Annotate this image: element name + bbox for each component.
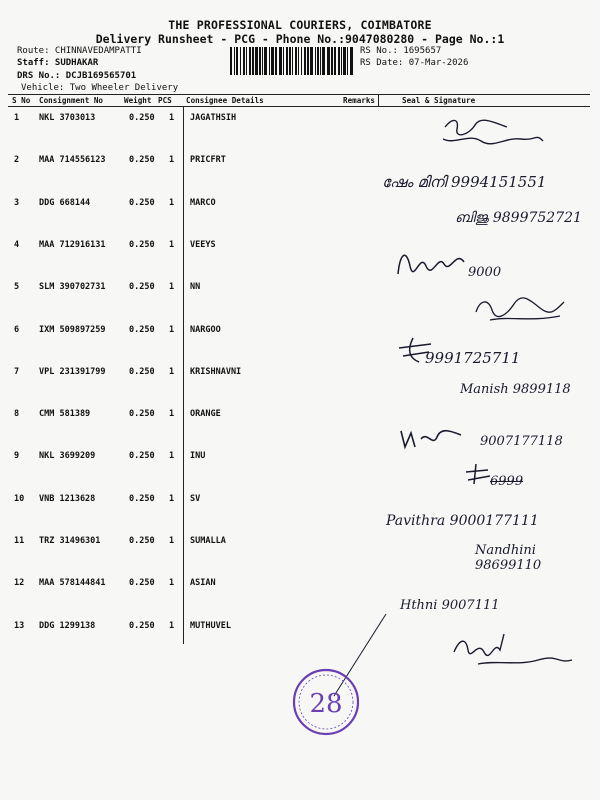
row-consignee: ASIAN [190, 578, 216, 589]
signature-4-image [392, 244, 472, 280]
signature-9-phone: 6999 [490, 474, 524, 489]
row-consignment-no: MAA 712916131 [39, 239, 106, 250]
signature-12-phone: 9007111 [441, 598, 500, 613]
row-consignment-no: MAA 578144841 [39, 578, 106, 589]
row-consignee: MUTHUVEL [190, 620, 231, 631]
col-header-seal-signature: Seal & Signature [402, 96, 476, 105]
table-top-border [8, 94, 590, 95]
barcode-image [229, 47, 355, 75]
row-sno: 10 [14, 493, 25, 504]
signature-7-image: Manish 9899118 [460, 382, 571, 397]
row-consignee: ORANGE [190, 409, 221, 420]
row-sno: 12 [14, 578, 25, 589]
col-header-remarks: Remarks [343, 96, 376, 105]
row-sno: 6 [14, 324, 20, 335]
row-weight: 0.250 [129, 493, 155, 504]
col-header-sno: S No [12, 96, 31, 105]
row-consignment-no: VNB 1213628 [39, 493, 96, 504]
row-consignment-no: IXM 509897259 [39, 324, 106, 335]
row-weight: 0.250 [129, 155, 155, 166]
row-weight: 0.250 [129, 451, 155, 462]
signature-10-phone: 9000177111 [449, 513, 539, 529]
staff-label: Staff: SUDHAKAR [17, 58, 99, 68]
row-sno: 5 [14, 282, 20, 293]
remarks-column-divider [378, 94, 379, 106]
row-sno: 11 [14, 536, 25, 546]
row-weight: 0.250 [129, 282, 155, 293]
row-consignment-no: TRZ 31496301 [39, 536, 101, 546]
row-consignee: NN [190, 282, 201, 293]
row-consignment-no: NKL 3703013 [39, 113, 96, 123]
stamp-number: 28 [309, 689, 343, 719]
signature-10-image: Pavithra 9000177111 [386, 513, 539, 529]
row-pcs: 1 [169, 324, 175, 335]
signature-11-image: Nandhini 98699110 [475, 543, 542, 573]
signature-8-image [397, 425, 467, 453]
row-pcs: 1 [169, 620, 175, 631]
row-consignment-no: DDG 668144 [39, 197, 91, 208]
row-consignee: VEEYS [190, 239, 216, 250]
row-pcs: 1 [169, 493, 175, 504]
drs-number: DRS No.: DCJB169565701 [17, 71, 137, 81]
row-pcs: 1 [169, 155, 175, 166]
row-sno: 8 [14, 409, 20, 420]
row-weight: 0.250 [129, 197, 155, 208]
company-title: THE PROFESSIONAL COURIERS, COIMBATORE [168, 18, 432, 32]
row-sno: 1 [14, 113, 20, 123]
signature-9-image [462, 462, 492, 486]
row-consignee: PRICFRT [190, 155, 226, 166]
row-weight: 0.250 [129, 409, 155, 420]
vehicle-label: Vehicle: Two Wheeler Delivery [21, 83, 179, 93]
row-consignee: INU [190, 451, 206, 462]
row-sno: 9 [14, 451, 20, 462]
signature-2-phone: 9994151551 [450, 173, 547, 191]
row-consignee: JAGATHSIH [190, 113, 237, 123]
row-sno: 4 [14, 239, 20, 250]
row-weight: 0.250 [129, 620, 155, 631]
row-consignee: MARCO [190, 197, 216, 208]
row-consignment-no: VPL 231391799 [39, 366, 106, 377]
row-pcs: 1 [169, 239, 175, 250]
table-row [0, 240, 600, 282]
row-weight: 0.250 [129, 578, 155, 589]
row-pcs: 1 [169, 409, 175, 420]
signature-1-image [435, 115, 555, 151]
signature-6-phone: 9991725711 [425, 349, 521, 367]
row-pcs: 1 [169, 451, 175, 462]
row-sno: 3 [14, 197, 20, 208]
row-consignment-no: SLM 390702731 [39, 282, 106, 293]
row-consignee: KRISHNAVNI [190, 366, 242, 377]
col-header-consignee: Consignee Details [186, 96, 264, 105]
row-weight: 0.250 [129, 324, 155, 335]
row-pcs: 1 [169, 282, 175, 293]
signature-2-image: ഷേം മിനി 9994151551 [382, 173, 547, 191]
row-pcs: 1 [169, 197, 175, 208]
signature-8-phone: 9007177118 [480, 434, 563, 449]
row-consignee: NARGOO [190, 324, 221, 335]
row-weight: 0.250 [129, 113, 155, 123]
row-weight: 0.250 [129, 366, 155, 377]
signature-13-image [448, 630, 578, 670]
rs-number: RS No.: 1695657 [360, 46, 442, 56]
row-pcs: 1 [169, 366, 175, 377]
signature-3-phone: 9899752721 [492, 210, 582, 226]
row-consignee: SV [190, 493, 201, 504]
signature-3-image: ബിജു 9899752721 [455, 210, 582, 226]
row-consignment-no: DDG 1299138 [39, 620, 96, 631]
runsheet-subtitle: Delivery Runsheet - PCG - Phone No.:9047080280 - Page No.:1 [95, 32, 505, 46]
col-header-pcs: PCS [158, 96, 172, 105]
rs-date: RS Date: 07-Mar-2026 [360, 58, 469, 68]
row-pcs: 1 [169, 578, 175, 589]
row-sno: 2 [14, 155, 20, 166]
row-consignee: SUMALLA [190, 536, 226, 546]
row-consignment-no: MAA 714556123 [39, 155, 106, 166]
row-weight: 0.250 [129, 239, 155, 250]
route-label: Route: CHINNAVEDAMPATTI [17, 46, 142, 56]
delivery-stamp [290, 666, 362, 738]
col-header-weight: Weight [124, 96, 152, 105]
signature-5-image [470, 292, 570, 326]
row-weight: 0.250 [129, 536, 155, 546]
row-pcs: 1 [169, 536, 175, 546]
row-sno: 7 [14, 366, 20, 377]
row-consignment-no: NKL 3699209 [39, 451, 96, 462]
row-sno: 13 [14, 620, 25, 631]
row-pcs: 1 [169, 113, 175, 123]
table-row [0, 578, 600, 620]
header-bottom-border [8, 106, 590, 107]
row-consignment-no: CMM 581389 [39, 409, 91, 420]
col-header-consignment: Consignment No [39, 96, 104, 105]
signature-4-phone: 9000 [468, 265, 502, 280]
signature-12-image: Hthni 9007111 [400, 598, 500, 613]
